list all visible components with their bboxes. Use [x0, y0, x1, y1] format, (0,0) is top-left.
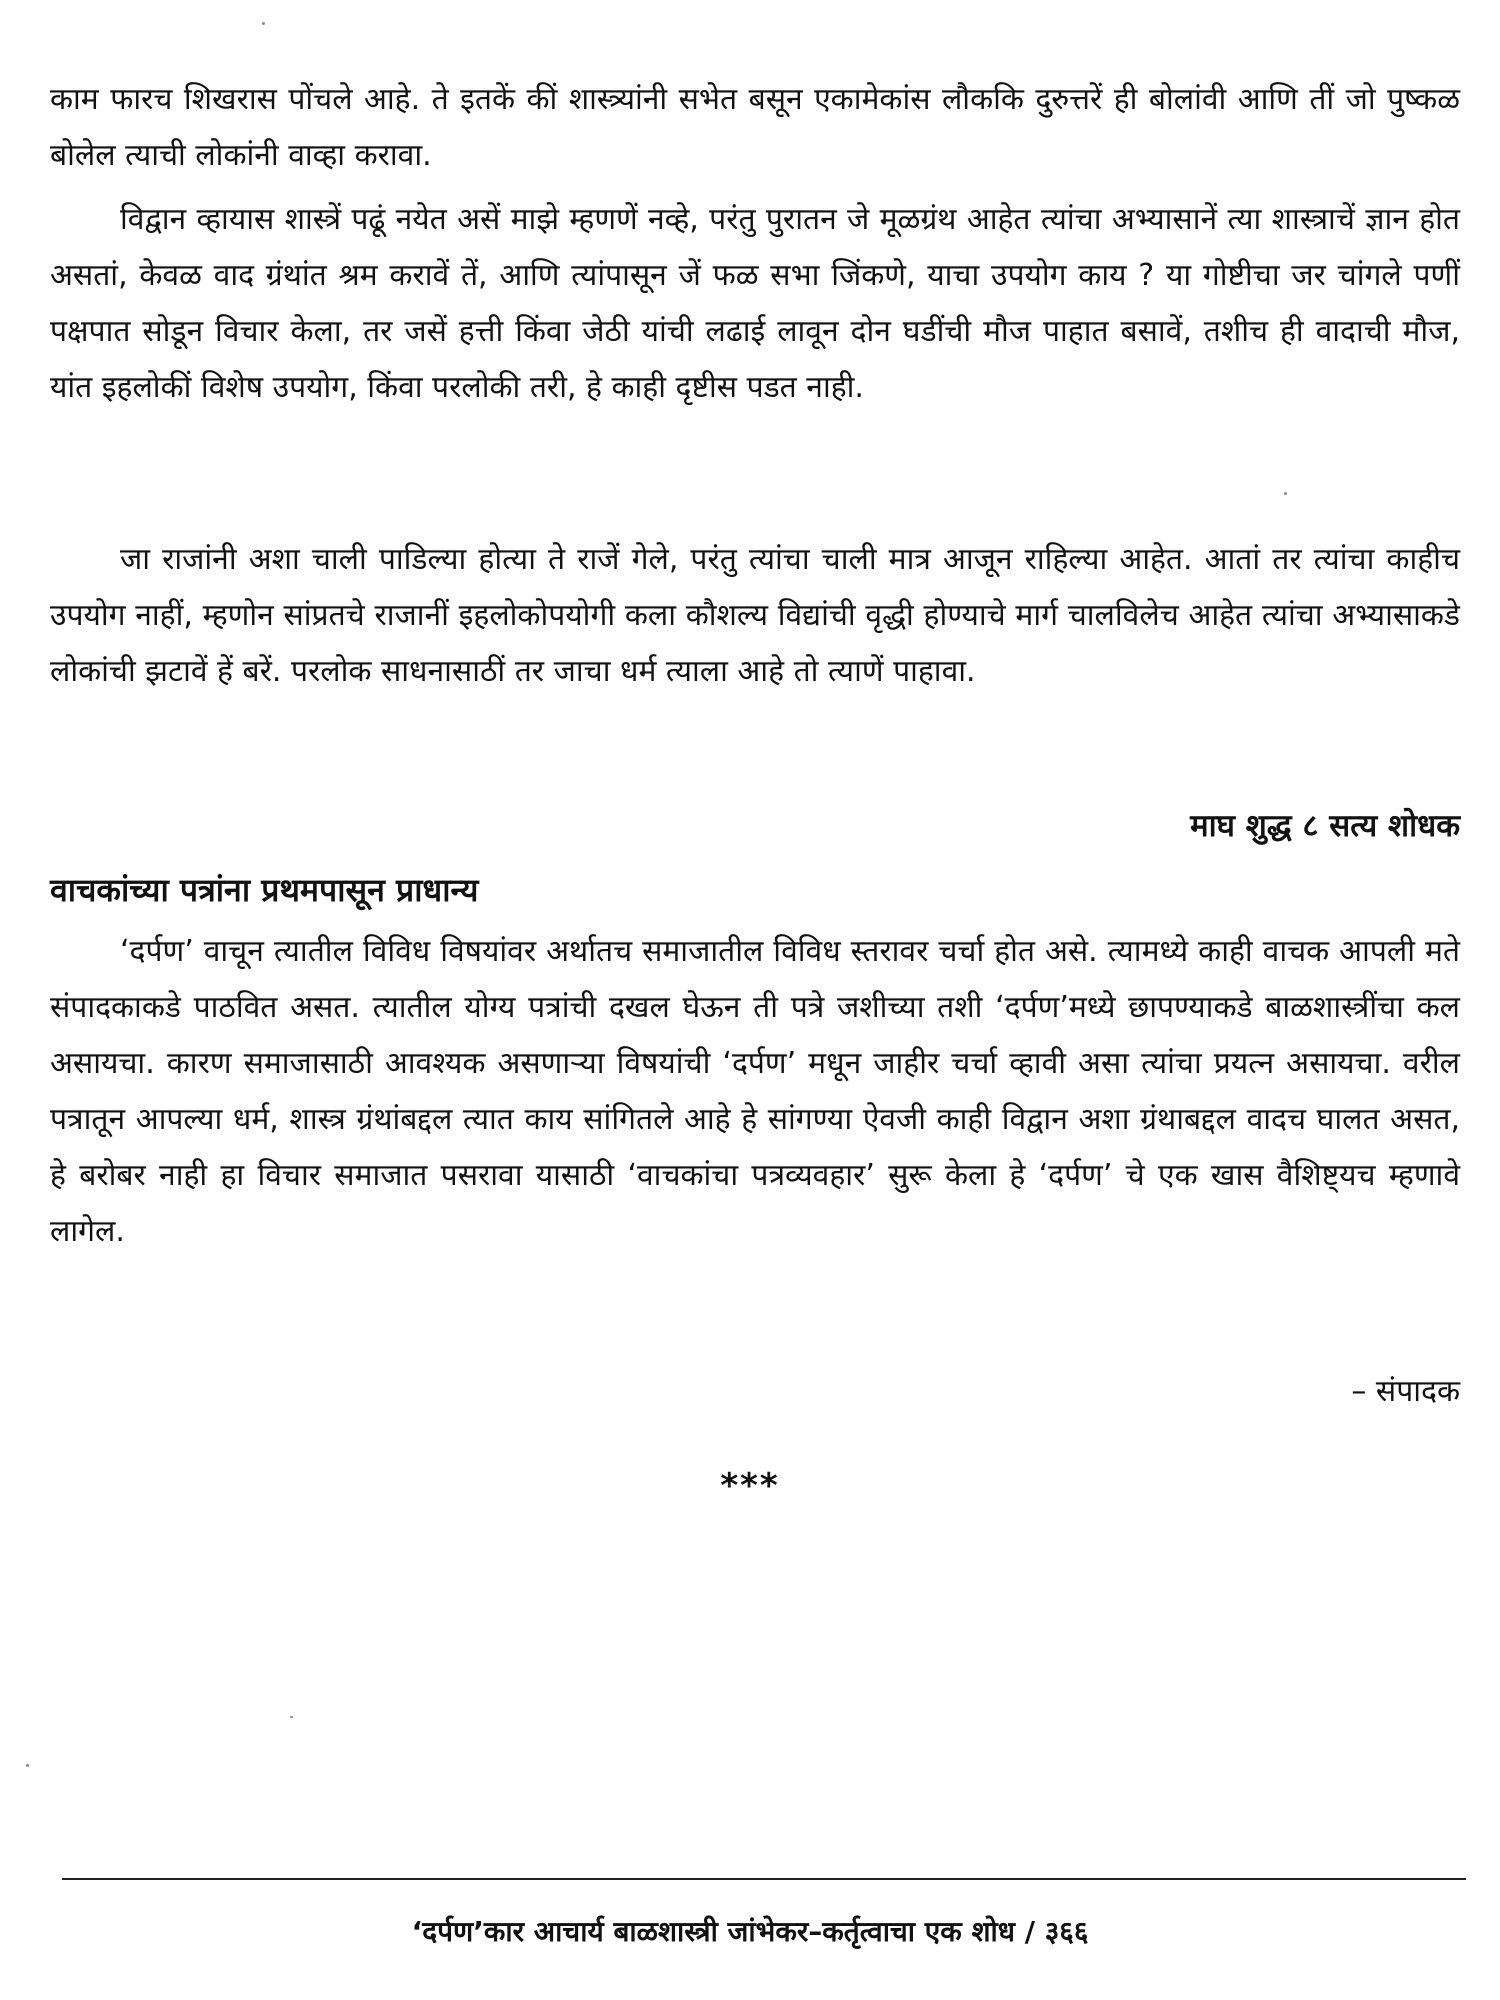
- scan-speck: [26, 1764, 29, 1767]
- footer-divider: [62, 1878, 1466, 1880]
- scan-speck: [1284, 492, 1287, 495]
- editor-signoff: – संपादक: [1351, 1374, 1460, 1409]
- page-footer: ‘दर्पण’कार आचार्य बाळशास्त्री जांभेकर–कर्तृत्वाचा एक शोध / ३६६: [411, 1915, 1089, 1948]
- paragraph-1: काम फारच शिखरास पोंचले आहे. ते इतकें कीं शास्त्र्यांनी सभेत बसून एकामेकांस लौककि दुरुत्तरें ही बोलांवी आणि तीं जो पुष्कळ बोलेल त्याची लोकांनी वाव्हा करावा.: [50, 82, 1460, 173]
- section-separator-stars: ***: [720, 1466, 780, 1506]
- scan-speck: [262, 22, 265, 25]
- paragraph-3: जा राजांनी अशा चाली पाडिल्या होत्या ते राजें गेले, परंतु त्यांचा चाली मात्र आजून राहिल्या आहेत. आतां तर त्यांचा काहीच उपयोग नाहीं, म्हणोन सांप्रतचे राजानीं इहलोकोपयोगी कला कौशल्य विद्यांची वृद्धी होण्याचे मार्ग चालविलेच आहेत त्यांचा अभ्यासाकडे लोकांची झटावें हें बरें. परलोक साधनासाठीं तर जाचा धर्म त्याला आहे तो त्याणें पाहावा.: [50, 542, 1460, 689]
- section-heading: वाचकांच्या पत्रांना प्रथमपासून प्राधान्य: [50, 871, 479, 909]
- paragraph-4: ‘दर्पण’ वाचून त्यातील विविध विषयांवर अर्थातच समाजातील विविध स्तरावर चर्चा होत असे. त्यामध्ये काही वाचक आपली मते संपादकाकडे पाठवित असत. त्यातील योग्य पत्रांची दखल घेऊन ती पत्रे जशीच्या तशी ‘दर्पण’मध्ये छापण्याकडे बाळशास्त्रींचा कल असायचा. कारण समाजासाठी आवश्यक असणाऱ्या विषयांची ‘दर्पण’ मधून जाहीर चर्चा व्हावी असा त्यांचा प्रयत्न असायचा. वरील पत्रातून आपल्या धर्म, शास्त्र ग्रंथांबद्दल त्यात काय सांगितले आहे हे सांगण्या ऐवजी काही विद्वान अशा ग्रंथाबद्दल वादच घालत असत, हे बरोबर नाही हा विचार समाजात पसरावा यासाठी ‘वाचकांचा पत्रव्यवहार’ सुरू केला हे ‘दर्पण’ चे एक खास वैशिष्ट्यच म्हणावे लागेल.: [50, 934, 1460, 1249]
- scan-speck: [290, 1716, 293, 1718]
- letter-signoff: माघ शुद्ध ८ सत्य शोधक: [1190, 808, 1460, 844]
- paragraph-2: विद्वान व्हायास शास्त्रें पढूं नयेत असें माझे म्हणणें नव्हे, परंतु पुरातन जे मूळग्रंथ आहेत त्यांचा अभ्यासानें त्या शास्त्राचें ज्ञान होत असतां, केवळ वाद ग्रंथांत श्रम करावें तें, आणि त्यांपासून जें फळ सभा जिंकणे, याचा उपयोग काय ? या गोष्टीचा जर चांगले पणीं पक्षपात सोडून विचार केला, तर जसें हत्ती किंवा जेठी यांची लढाई लावून दोन घडींची मौज पाहात बसावें, तशीच ही वादाची मौज, यांत इहलोकीं विशेष उपयोग, किंवा परलोकी तरी, हे काही दृष्टीस पडत नाही.: [50, 202, 1460, 405]
